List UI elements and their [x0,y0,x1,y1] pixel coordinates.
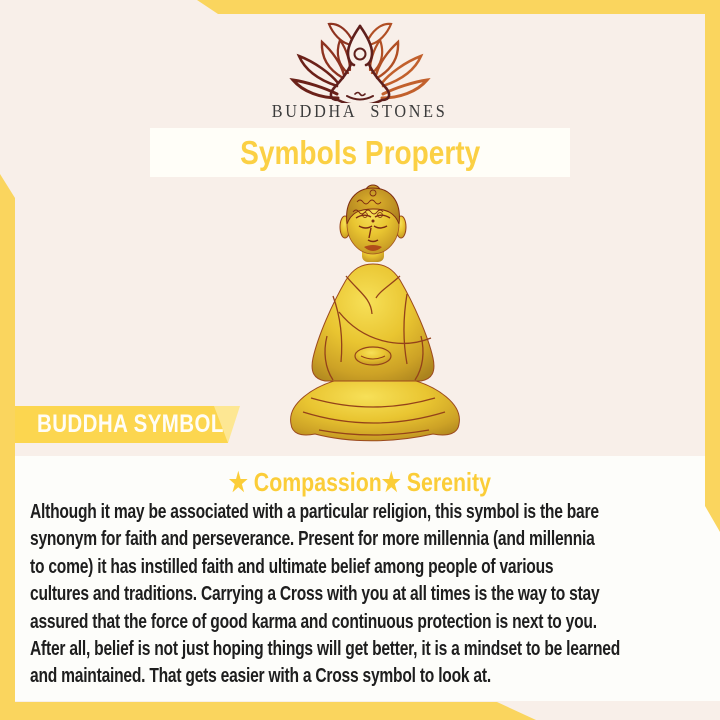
description-line: synonym for faith and perseverance. Present for more millennia (and millennia [30,528,595,551]
symbol-ribbon [0,406,260,443]
description-line: and maintained. That gets easier with a Cross symbol to look at. [30,665,491,688]
description-text [30,499,720,691]
brand-logo [0,18,720,122]
frame-bottom-band [0,702,720,720]
description-line: cultures and traditions. Carrying a Cross with you at all times is the way to stay [30,583,600,606]
symbol-ribbon-label: BUDDHA SYMBOL [37,410,224,438]
frame-top-band [0,0,720,14]
description-line: After all, belief is not just hoping things will get better, it is a mindset to be learned [30,638,621,661]
page-title: Symbols Property [239,134,481,171]
traits-line [14,467,706,498]
traits-text: ★ Compassion★ Serenity [228,467,492,497]
description-line: Although it may be associated with a particular religion, this symbol is the bare [30,501,599,523]
title-banner [150,128,570,177]
description-line: to come) it has instilled faith and ultimate belief among people of various [30,555,554,578]
brand-name: BUDDHA STONES [272,101,448,121]
description-line: assured that the force of good karma and continuous protection is next to you. [30,610,597,633]
golden-buddha-statue [283,184,467,446]
description-panel [14,456,720,701]
frame-right-band [705,0,720,532]
lotus-meditation-icon [285,18,435,103]
